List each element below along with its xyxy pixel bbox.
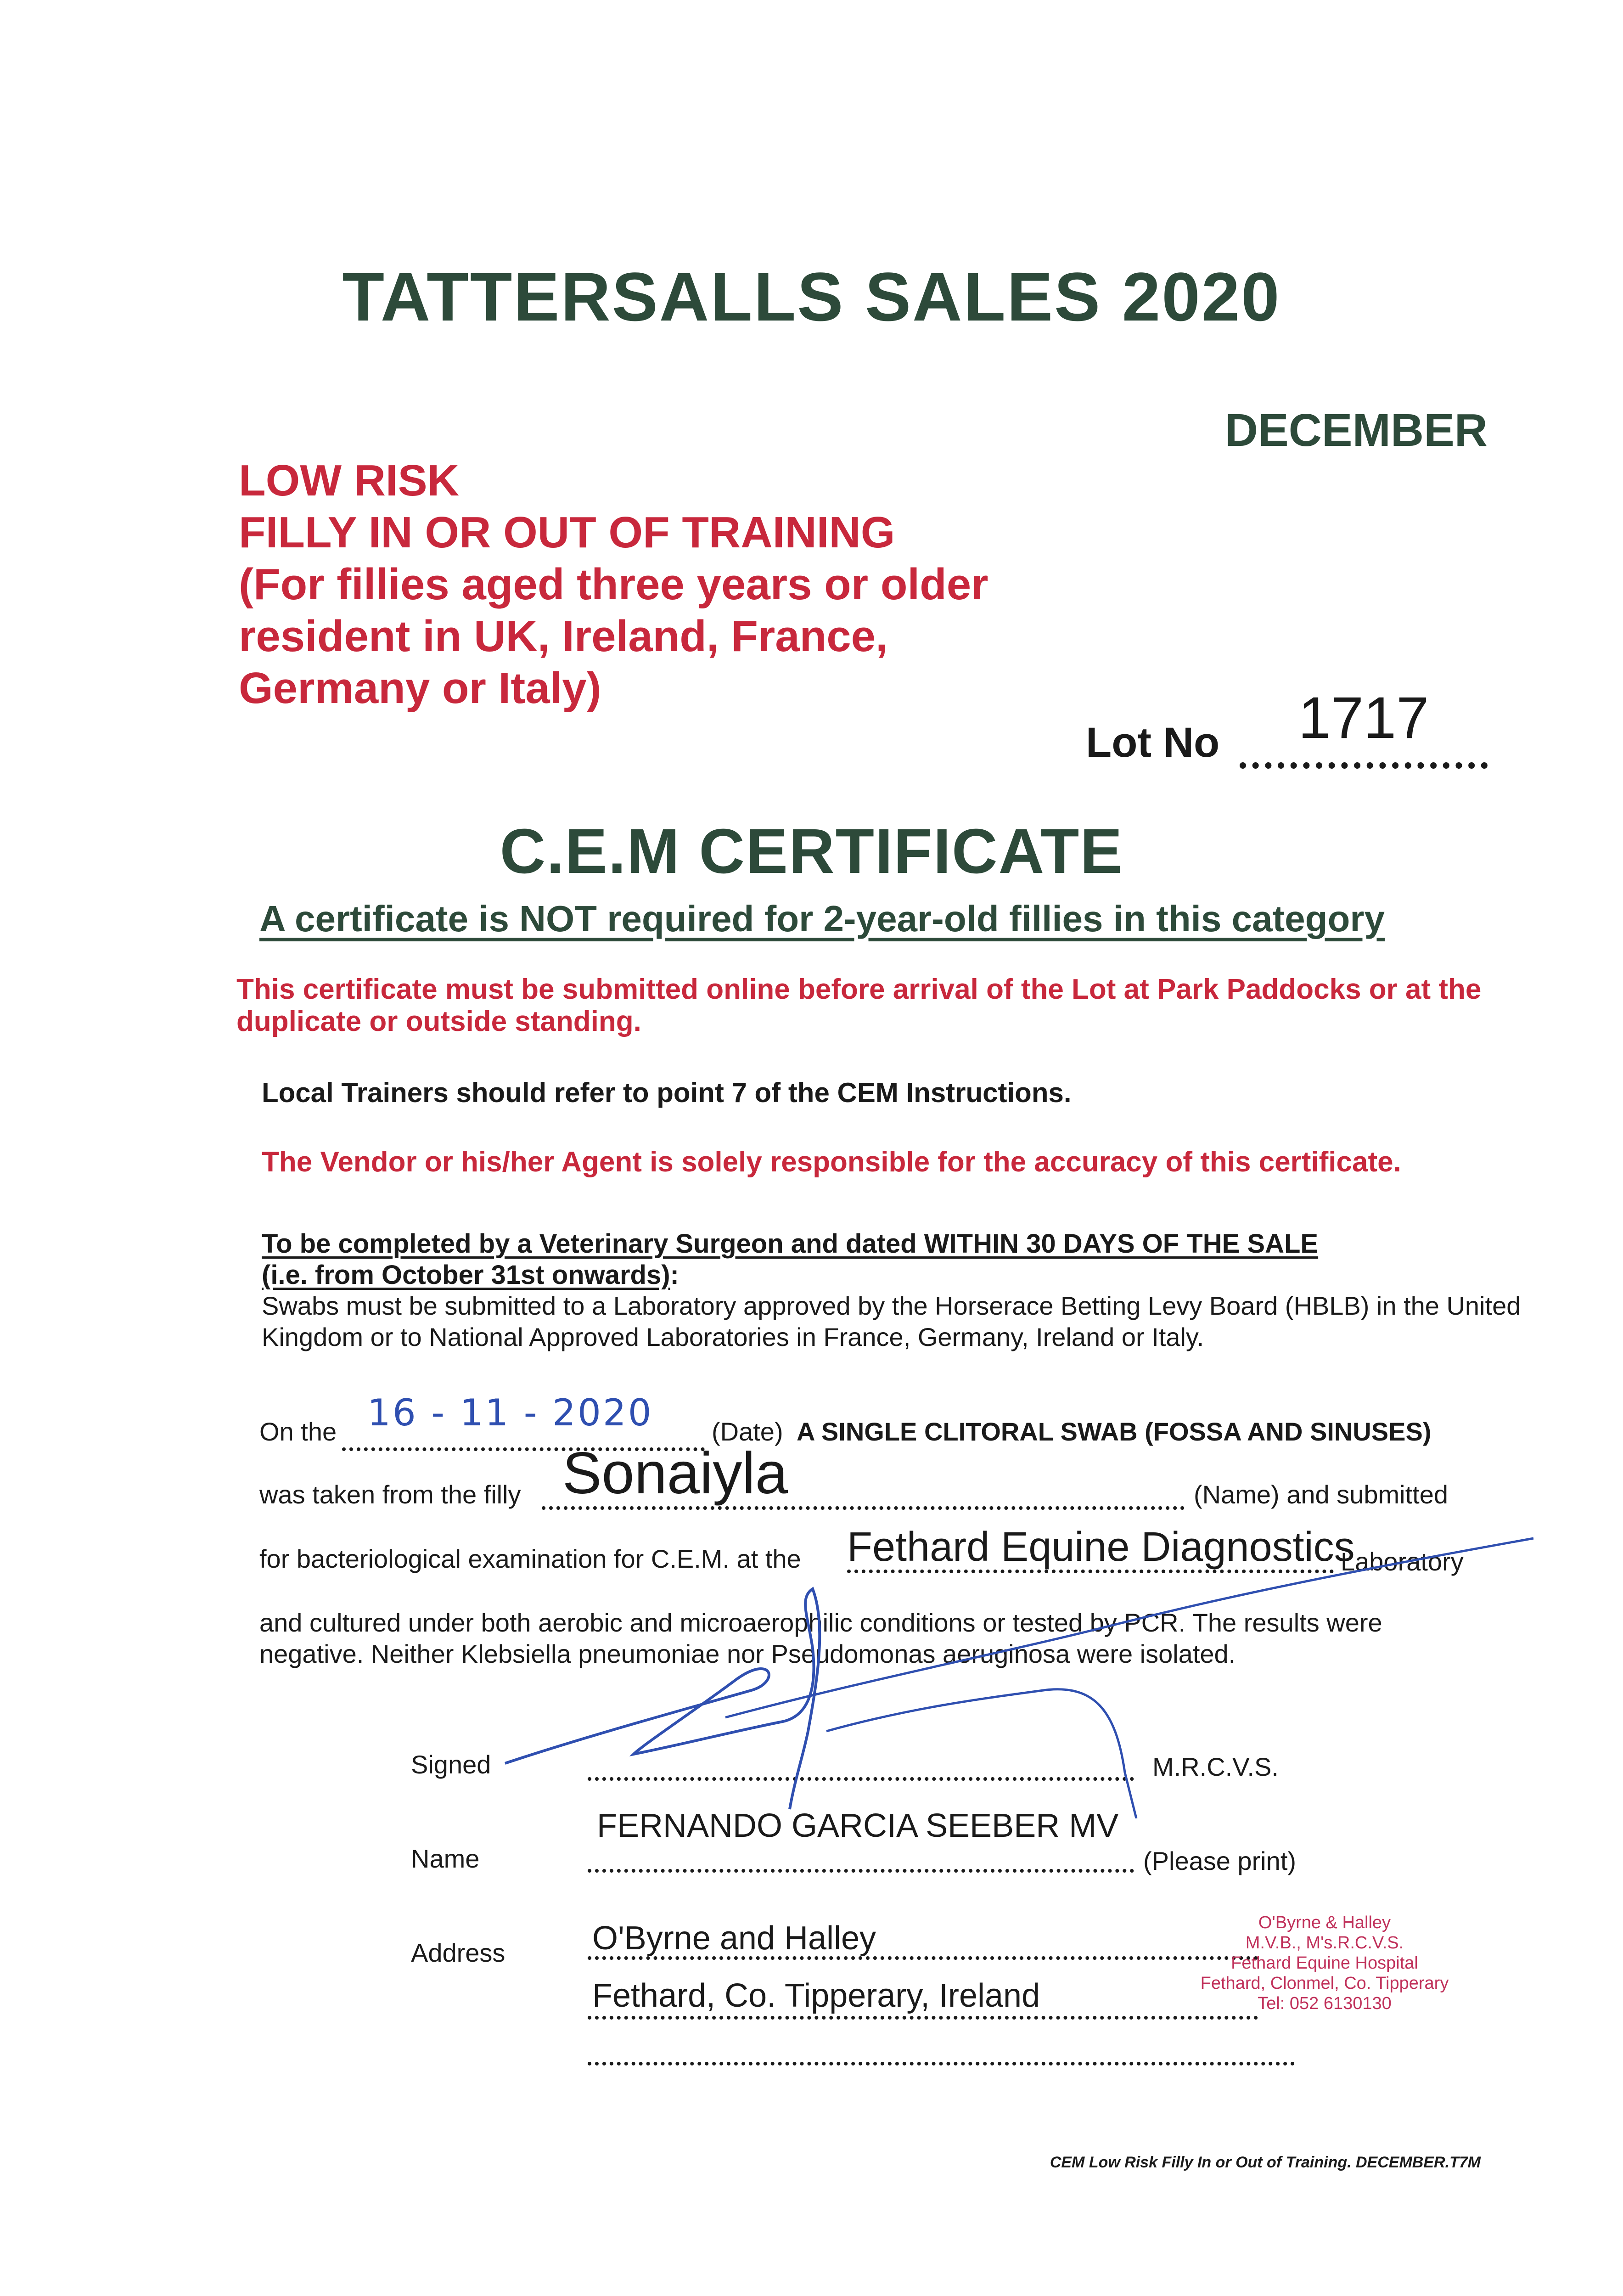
vet-name-value: FERNANDO GARCIA SEEBER MV <box>597 1807 1119 1844</box>
stamp-line-4: Fethard, Clonmel, Co. Tipperary <box>1200 1974 1449 1993</box>
category-line-3: (For fillies aged three years or older <box>239 560 988 609</box>
date-label: (Date) <box>712 1417 783 1446</box>
on-the-label: On the <box>259 1417 337 1446</box>
category-line-4: resident in UK, Ireland, France, <box>239 612 888 661</box>
signature-scribble <box>496 1515 1552 1818</box>
vendor-responsibility-note: The Vendor or his/her Agent is solely responsible for the accuracy of this certificate. <box>262 1146 1401 1178</box>
certificate-title: C.E.M CERTIFICATE <box>500 816 1123 887</box>
form-reference: CEM Low Risk Filly In or Out of Training. DECEMBER.T7M <box>1050 2154 1481 2171</box>
stamp-line-3: Fethard Equine Hospital <box>1231 1953 1418 1973</box>
vet-heading-line-2: (i.e. from October 31st onwards) <box>262 1260 670 1290</box>
name-submitted-label: (Name) and submitted <box>1194 1480 1449 1509</box>
category-line-1: LOW RISK <box>239 456 459 505</box>
online-submission-note: This certificate must be submitted online before arrival of the Lot at Park Paddocks or at the duplicate or outside standing. <box>236 974 1482 1037</box>
sale-month: DECEMBER <box>1224 405 1488 456</box>
mrcvs-label: M.R.C.V.S. <box>1152 1752 1279 1781</box>
lot-number-value: 1717 <box>1298 685 1429 751</box>
document-title: TATTERSALLS SALES 2020 <box>342 258 1281 335</box>
address-line-3-field[interactable] <box>588 2034 1295 2065</box>
address-line-2-value: Fethard, Co. Tipperary, Ireland <box>592 1977 1040 2014</box>
address-label: Address <box>411 1938 505 1967</box>
filly-name-value: Sonaiyla <box>562 1441 788 1506</box>
results-line-2: negative. Neither Klebsiella pneumoniae nor Pseudomonas aeruginosa were isolated. <box>259 1639 1236 1668</box>
address-line-2-field[interactable] <box>588 1988 1258 2020</box>
vet-heading-line-1: To be completed by a Veterinary Surgeon and dated WITHIN 30 DAYS OF THE SALE <box>262 1229 1319 1259</box>
category-line-2: FILLY IN OR OUT OF TRAINING <box>239 508 895 557</box>
swab-type: A SINGLE CLITORAL SWAB (FOSSA AND SINUSES) <box>797 1417 1432 1446</box>
stamp-line-5: Tel: 052 6130130 <box>1258 1994 1392 2013</box>
address-line-1-value: O'Byrne and Halley <box>592 1920 876 1957</box>
local-trainers-note: Local Trainers should refer to point 7 of the CEM Instructions. <box>262 1077 1072 1108</box>
laboratory-label: Laboratory <box>1341 1547 1464 1576</box>
date-handwritten: 16 - 11 - 2020 <box>367 1391 653 1434</box>
vet-section-heading <box>262 1228 1318 1291</box>
laboratory-value: Fethard Equine Diagnostics <box>847 1524 1355 1570</box>
vet-practice-stamp <box>1185 1913 1465 2014</box>
stamp-line-2: M.V.B., M's.R.C.V.S. <box>1245 1933 1404 1953</box>
vet-name-field[interactable] <box>588 1841 1134 1873</box>
address-line-1-field[interactable] <box>588 1929 1258 1960</box>
category-line-5: Germany or Italy) <box>239 664 601 713</box>
lot-label: Lot No <box>1086 719 1220 766</box>
results-line-1: and cultured under both aerobic and microaerophilic conditions or tested by PCR. The results were <box>259 1608 1382 1637</box>
examination-label: for bacteriological examination for C.E.M. at the <box>259 1544 801 1573</box>
vet-heading-colon: : <box>670 1260 679 1290</box>
stamp-line-1: O'Byrne & Halley <box>1258 1913 1391 1932</box>
not-required-notice: A certificate is NOT required for 2-year-old fillies in this category <box>259 898 1385 939</box>
signed-label: Signed <box>411 1750 491 1779</box>
category-block <box>239 455 988 714</box>
swab-laboratory-note: Swabs must be submitted to a Laboratory approved by the Horserace Betting Levy Board (HBLB) in the United Kingdom or to National Approved Laboratories in France, Germany, Ireland or Italy. <box>262 1291 1521 1351</box>
taken-from-label: was taken from the filly <box>259 1480 521 1509</box>
please-print-label: (Please print) <box>1143 1846 1297 1875</box>
name-label: Name <box>411 1844 480 1873</box>
